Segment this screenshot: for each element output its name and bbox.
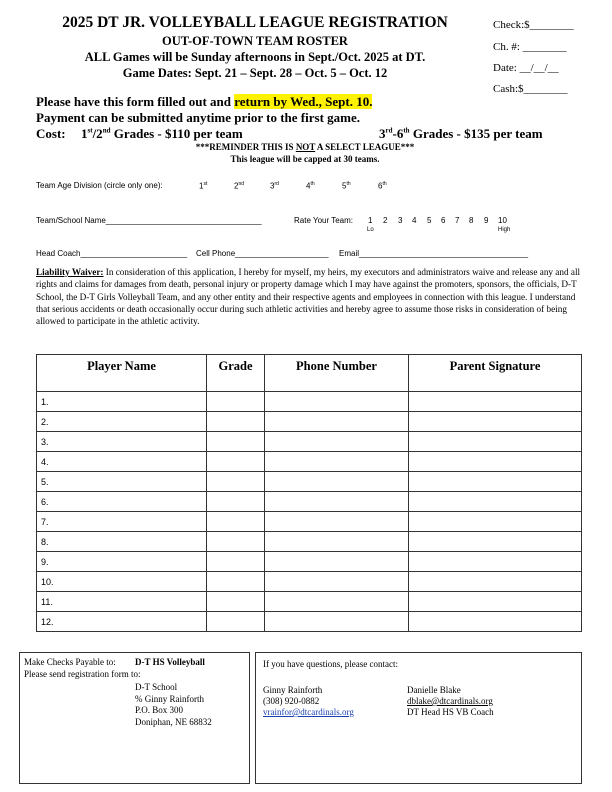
phone-cell[interactable] (265, 552, 409, 572)
table-row (37, 432, 582, 452)
signature-cell[interactable] (409, 412, 582, 432)
signature-cell[interactable] (409, 492, 582, 512)
check-field[interactable]: Check:$________ (493, 19, 574, 31)
rate-option-4[interactable]: 4 (412, 216, 417, 225)
waiver-title: Liability Waiver: (36, 267, 104, 277)
phone-cell[interactable] (265, 452, 409, 472)
rate-option-6[interactable]: 6 (441, 216, 446, 225)
table-row (37, 412, 582, 432)
table-row (37, 452, 582, 472)
phone-cell[interactable] (265, 512, 409, 532)
grade-cell[interactable] (207, 392, 265, 412)
head-coach-field[interactable]: Head Coach________________________ (36, 249, 188, 258)
cost-label: Cost: (36, 126, 66, 141)
email-field[interactable]: Email______________________________________ (339, 249, 529, 258)
games-info: ALL Games will be Sunday afternoons in Sept./Oct. 2025 at DT. (84, 50, 426, 64)
rate-option-10[interactable]: 10 (498, 216, 507, 225)
questions-label: If you have questions, please contact: (263, 659, 398, 669)
row-number[interactable]: 8. (37, 532, 207, 552)
payment-box (19, 652, 250, 784)
grade-cell[interactable] (207, 492, 265, 512)
phone-cell[interactable] (265, 432, 409, 452)
address-line-3: P.O. Box 300 (135, 705, 184, 715)
col-player-name: Player Name (37, 355, 207, 392)
division-option-3[interactable]: 3rd (270, 181, 279, 191)
signature-cell[interactable] (409, 512, 582, 532)
signature-cell[interactable] (409, 432, 582, 452)
contact2-role: DT Head HS VB Coach (407, 707, 494, 717)
form-title: 2025 DT JR. VOLLEYBALL LEAGUE REGISTRATION (62, 14, 448, 31)
phone-cell[interactable] (265, 572, 409, 592)
row-number[interactable]: 6. (37, 492, 207, 512)
rate-label: Rate Your Team: (294, 216, 354, 225)
contact1-email-link[interactable]: vrainfor@dtcardinals.org (263, 707, 354, 717)
grade-cell[interactable] (207, 452, 265, 472)
signature-cell[interactable] (409, 392, 582, 412)
grade-cell[interactable] (207, 612, 265, 632)
row-number[interactable]: 12. (37, 612, 207, 632)
grade-cell[interactable] (207, 532, 265, 552)
division-option-4[interactable]: 4th (306, 181, 315, 191)
payable-label: Make Checks Payable to: (24, 657, 116, 667)
rate-lo-label: Lo (367, 227, 374, 233)
address-line-4: Doniphan, NE 68832 (135, 717, 212, 727)
row-number[interactable]: 3. (37, 432, 207, 452)
table-row (37, 552, 582, 572)
cost-grades-3-6: 3rd-6th Grades - $135 per team (379, 126, 543, 141)
liability-waiver (36, 266, 581, 327)
date-field[interactable]: Date: __/__/__ (493, 62, 559, 74)
team-name-field[interactable]: Team/School Name___________________________________ (36, 216, 262, 225)
row-number[interactable]: 11. (37, 592, 207, 612)
payable-to: D-T HS Volleyball (135, 657, 205, 667)
row-number[interactable]: 10. (37, 572, 207, 592)
league-cap: This league will be capped at 30 teams. (230, 154, 380, 164)
signature-cell[interactable] (409, 532, 582, 552)
contact2-name: Danielle Blake (407, 685, 461, 695)
rate-option-2[interactable]: 2 (383, 216, 388, 225)
address-line-1: D-T School (135, 682, 178, 692)
phone-cell[interactable] (265, 612, 409, 632)
rate-option-5[interactable]: 5 (427, 216, 432, 225)
phone-cell[interactable] (265, 412, 409, 432)
division-option-1[interactable]: 1st (199, 181, 208, 191)
payment-note: Payment can be submitted anytime prior to the first game. (36, 110, 360, 125)
division-option-5[interactable]: 5th (342, 181, 351, 191)
row-number[interactable]: 4. (37, 452, 207, 472)
table-row (37, 612, 582, 632)
col-parent-signature: Parent Signature (409, 355, 582, 392)
rate-option-8[interactable]: 8 (469, 216, 474, 225)
col-grade: Grade (207, 355, 265, 392)
check-number-field[interactable]: Ch. #: ________ (493, 41, 567, 53)
row-number[interactable]: 1. (37, 392, 207, 412)
table-row (37, 392, 582, 412)
send-label: Please send registration form to: (24, 669, 141, 679)
table-row (37, 572, 582, 592)
table-row (37, 592, 582, 612)
signature-cell[interactable] (409, 452, 582, 472)
cost-grades-1-2: 1st/2nd Grades - $110 per team (81, 126, 243, 141)
table-row (37, 512, 582, 532)
cash-field[interactable]: Cash:$________ (493, 83, 568, 95)
address-line-2: % Ginny Rainforth (135, 694, 204, 704)
signature-cell[interactable] (409, 552, 582, 572)
rate-option-3[interactable]: 3 (398, 216, 403, 225)
table-row (37, 492, 582, 512)
waiver-text: In consideration of this application, I hereby for myself, my heirs, my executors and administrators waive and release any and all rights and claims for damages from death, personal injury or property damage which I may have against the promoters, sponsors, the officials, D-T School, the D-T Girls Volleyball Team, and any other entity and their respective agents and employees in connection with this league. I understand that serious accidents or death occasionally occur during such athletic activities and hereby agree to assume those risks in consideration of being allowed to participate in the athletic activity. (36, 267, 581, 327)
cell-phone-field[interactable]: Cell Phone_____________________ (196, 249, 329, 258)
rate-option-9[interactable]: 9 (484, 216, 489, 225)
grade-cell[interactable] (207, 512, 265, 532)
phone-cell[interactable] (265, 532, 409, 552)
phone-cell[interactable] (265, 592, 409, 612)
deadline-highlight: return by Wed., Sept. 10. (234, 94, 373, 109)
roster-table (36, 354, 582, 632)
contact1-name: Ginny Rainforth (263, 685, 323, 695)
grade-cell[interactable] (207, 412, 265, 432)
division-option-2[interactable]: 2nd (234, 181, 245, 191)
signature-cell[interactable] (409, 472, 582, 492)
row-number[interactable]: 7. (37, 512, 207, 532)
signature-cell[interactable] (409, 572, 582, 592)
form-subtitle: OUT-OF-TOWN TEAM ROSTER (162, 34, 348, 48)
row-number[interactable]: 2. (37, 412, 207, 432)
col-phone-number: Phone Number (265, 355, 409, 392)
row-number[interactable]: 9. (37, 552, 207, 572)
phone-cell[interactable] (265, 392, 409, 412)
signature-cell[interactable] (409, 612, 582, 632)
grade-cell[interactable] (207, 572, 265, 592)
rate-option-7[interactable]: 7 (455, 216, 460, 225)
questions-box (255, 652, 582, 784)
select-league-reminder: ***REMINDER THIS IS NOT A SELECT LEAGUE*** (195, 142, 415, 152)
table-row (37, 472, 582, 492)
grade-cell[interactable] (207, 472, 265, 492)
game-dates: Game Dates: Sept. 21 – Sept. 28 – Oct. 5 – Oct. 12 (122, 66, 388, 80)
division-option-6[interactable]: 6th (378, 181, 387, 191)
contact1-phone: (308) 920-0882 (263, 696, 320, 706)
rate-high-label: High (498, 227, 511, 233)
table-row (37, 532, 582, 552)
phone-cell[interactable] (265, 492, 409, 512)
return-deadline: Please have this form filled out and return by Wed., Sept. 10. (36, 94, 373, 109)
grade-cell[interactable] (207, 432, 265, 452)
contact2-email[interactable]: dblake@dtcardinals.org (407, 696, 493, 706)
rate-option-1[interactable]: 1 (368, 216, 373, 225)
signature-cell[interactable] (409, 592, 582, 612)
grade-cell[interactable] (207, 552, 265, 572)
phone-cell[interactable] (265, 472, 409, 492)
row-number[interactable]: 5. (37, 472, 207, 492)
division-label: Team Age Division (circle only one): (36, 181, 163, 190)
grade-cell[interactable] (207, 592, 265, 612)
